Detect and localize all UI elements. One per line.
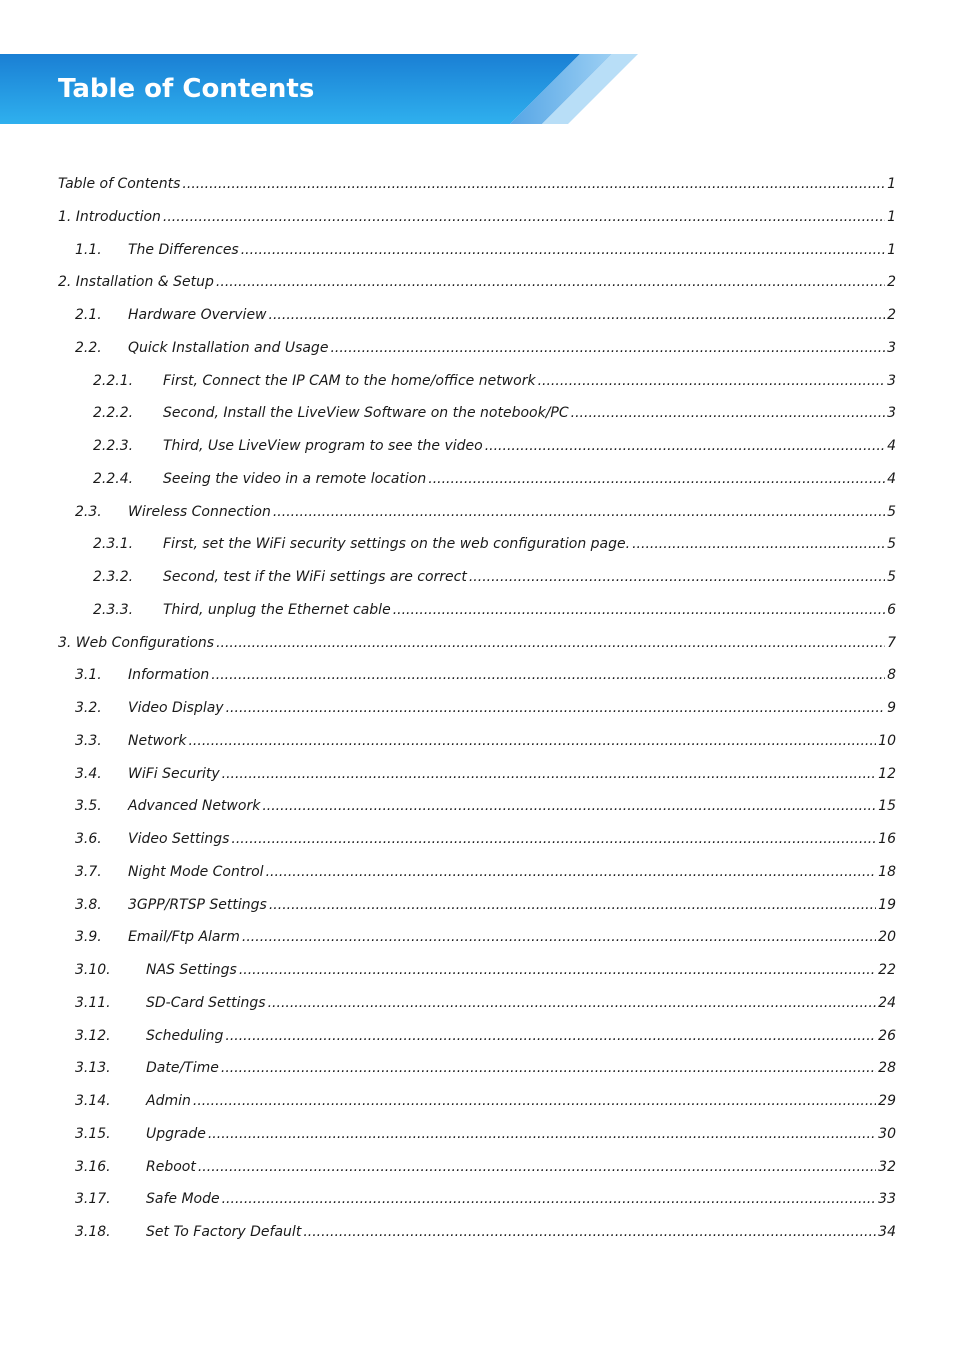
toc-entry-number: 3.13. (75, 1060, 111, 1077)
toc-entry-page: 12 (878, 765, 896, 782)
toc-entry[interactable] (0, 365, 954, 397)
toc-entry-number: 3.6. (75, 831, 102, 847)
toc-entry[interactable] (0, 725, 954, 757)
toc-entry-page: 15 (878, 798, 896, 815)
toc-entry-number: 3.10. (75, 962, 111, 978)
toc-entry-page: 10 (878, 732, 896, 749)
toc-entry[interactable] (0, 856, 954, 888)
toc-entry[interactable] (0, 987, 954, 1019)
toc-entry-line (58, 168, 896, 200)
toc-entry-title: Wireless Connection (128, 503, 271, 520)
toc-entry-page: 3 (887, 339, 896, 356)
toc-entry-line (58, 266, 896, 298)
toc-entry-line (146, 987, 896, 1019)
toc-entry-page: 29 (878, 1093, 896, 1109)
toc-entry-number: 2.2.2. (93, 405, 134, 422)
toc-entry-page: 2 (887, 274, 896, 291)
dot-leader (242, 921, 876, 953)
dot-leader (269, 299, 886, 331)
toc-entry-number: 3.4. (75, 765, 102, 782)
dot-leader (269, 889, 876, 921)
toc-entry-title: Hardware Overview (128, 307, 267, 323)
toc-entry-page: 16 (878, 831, 896, 847)
toc-entry-page: 33 (878, 1191, 896, 1208)
toc-entry-title: Seeing the video in a remote location (163, 470, 427, 487)
dot-leader (211, 659, 885, 691)
toc-entry-number: 2.2.3. (93, 438, 134, 454)
dot-leader (273, 496, 885, 528)
toc-entry-title: Information (128, 667, 210, 684)
toc-entry[interactable] (0, 758, 954, 790)
toc-entry-title: Third, unplug the Ethernet cable (163, 601, 391, 618)
toc-entry-number: 1.1. (75, 241, 102, 258)
dot-leader (221, 1052, 876, 1084)
toc-entry[interactable] (0, 332, 954, 364)
toc-entry[interactable] (0, 201, 954, 233)
toc-entry-number: 3.8. (75, 896, 102, 913)
dot-leader (216, 266, 885, 298)
toc-entry-line (146, 954, 896, 986)
toc-entry-page: 5 (887, 503, 896, 520)
toc-entry[interactable] (0, 594, 954, 626)
toc-entry[interactable] (0, 168, 954, 200)
toc-entry-title: Advanced Network (128, 798, 261, 815)
toc-entry-number: 3.18. (75, 1224, 111, 1240)
dot-leader (226, 692, 885, 724)
dot-leader (538, 365, 886, 397)
toc-entry-line (146, 1151, 896, 1183)
dot-leader (208, 1118, 876, 1150)
dot-leader (188, 725, 876, 757)
toc-entry-number: 3.16. (75, 1158, 111, 1175)
toc-entry-line (146, 1216, 896, 1248)
toc-entry-title: Video Settings (128, 831, 230, 847)
toc-entry-number: 3.14. (75, 1093, 111, 1109)
toc-entry[interactable] (0, 234, 954, 266)
dot-leader (571, 397, 885, 429)
toc-entry-title: Upgrade (146, 1125, 206, 1142)
toc-entry-title: First, Connect the IP CAM to the home/office network (163, 372, 536, 389)
dot-leader (225, 1020, 876, 1052)
toc-entry[interactable] (0, 790, 954, 822)
toc-entry-line (163, 594, 896, 626)
toc-entry[interactable] (0, 823, 954, 855)
toc-entry[interactable] (0, 430, 954, 462)
dot-leader (182, 168, 885, 200)
toc-entry-line (128, 921, 896, 953)
toc-entry-title: Night Mode Control (128, 863, 264, 880)
toc-entry-title: Safe Mode (146, 1191, 220, 1208)
dot-leader (193, 1085, 876, 1117)
dot-leader (262, 790, 876, 822)
toc-entry-line (128, 758, 896, 790)
toc-entry-page: 4 (887, 470, 896, 487)
toc-entry-number: 2.2.1. (93, 372, 134, 389)
dot-leader (239, 954, 876, 986)
toc-entry-line (163, 528, 896, 560)
toc-entry-title: SD-Card Settings (146, 994, 266, 1011)
toc-entry-page: 28 (878, 1060, 896, 1077)
toc-entry[interactable] (0, 954, 954, 986)
toc-entry-title: Reboot (146, 1158, 196, 1175)
dot-leader (632, 528, 885, 560)
toc-entry-title: 3. Web Configurations (58, 634, 215, 651)
dot-leader (303, 1216, 876, 1248)
toc-entry-page: 32 (878, 1158, 896, 1175)
toc-entry-line (128, 659, 896, 691)
toc-entry[interactable] (0, 1183, 954, 1215)
toc-entry[interactable] (0, 692, 954, 724)
toc-entry-page: 8 (887, 667, 896, 684)
toc-entry-page: 1 (887, 241, 896, 258)
toc-entry-number: 2.2. (75, 339, 102, 356)
toc-entry-number: 3.15. (75, 1125, 111, 1142)
toc-entry-number: 2.3.1. (93, 536, 134, 553)
toc-entry-line (128, 496, 896, 528)
toc-entry-page: 20 (878, 929, 896, 946)
toc-entry-line (146, 1085, 896, 1117)
toc-entry[interactable] (0, 299, 954, 331)
toc-entry-page: 5 (887, 569, 896, 585)
toc-entry-title: Network (128, 732, 187, 749)
dot-leader (222, 1183, 877, 1215)
dot-leader (330, 332, 885, 364)
toc-entry-page: 2 (887, 307, 896, 323)
toc-entry-title: The Differences (128, 241, 239, 258)
dot-leader (216, 627, 885, 659)
toc-entry-title: Video Display (128, 700, 224, 716)
toc-entry-line (128, 823, 896, 855)
toc-entry[interactable] (0, 266, 954, 298)
dot-leader (393, 594, 885, 626)
toc-entry-line (58, 201, 896, 233)
toc-entry-number: 3.5. (75, 798, 102, 815)
dot-leader (163, 201, 885, 233)
dot-leader (485, 430, 885, 462)
toc-entry-number: 3.7. (75, 863, 102, 880)
toc-entry-title: First, set the WiFi security settings on the web configuration page. (163, 536, 631, 553)
toc-entry-page: 30 (878, 1125, 896, 1142)
toc-entry-number: 3.2. (75, 700, 102, 716)
toc-entry-line (128, 299, 896, 331)
toc-entry[interactable] (0, 1020, 954, 1052)
toc-entry-line (146, 1118, 896, 1150)
dot-leader (469, 561, 885, 593)
toc-entry-number: 3.17. (75, 1191, 111, 1208)
dot-leader (241, 234, 885, 266)
toc-entry-line (128, 790, 896, 822)
toc-entry[interactable] (0, 1118, 954, 1150)
toc-entry-line (128, 889, 896, 921)
toc-entry[interactable] (0, 627, 954, 659)
toc-entry-line (163, 463, 896, 495)
toc-entry-number: 3.3. (75, 732, 102, 749)
toc-entry-line (146, 1020, 896, 1052)
toc-entry-page: 3 (887, 372, 896, 389)
toc-entry-page: 6 (887, 601, 896, 618)
toc-entry-line (128, 234, 896, 266)
toc-entry-page: 24 (878, 994, 896, 1011)
toc-entry[interactable] (0, 659, 954, 691)
toc-entry-title: 2. Installation & Setup (58, 274, 214, 291)
toc-entry-page: 9 (887, 700, 896, 716)
toc-entry[interactable] (0, 397, 954, 429)
toc-entry-page: 3 (887, 405, 896, 422)
toc-entry-number: 2.3.2. (93, 569, 134, 585)
toc-entry[interactable] (0, 496, 954, 528)
dot-leader (222, 758, 877, 790)
toc-entry-line (128, 856, 896, 888)
toc-entry[interactable] (0, 1052, 954, 1084)
toc-entry-page: 1 (887, 176, 896, 192)
toc-entry-page: 34 (878, 1224, 896, 1240)
toc-entry-title: Second, test if the WiFi settings are correct (163, 569, 467, 585)
dot-leader (268, 987, 877, 1019)
toc-entry-page: 19 (878, 896, 896, 913)
toc-entry-title: 1. Introduction (58, 208, 161, 225)
dot-leader (428, 463, 885, 495)
toc-entry-number: 2.3. (75, 503, 102, 520)
toc-entry[interactable] (0, 463, 954, 495)
toc-entry-title: 3GPP/RTSP Settings (128, 896, 267, 913)
toc-entry-line (163, 397, 896, 429)
toc-entry-page: 5 (887, 536, 896, 553)
toc-entry-line (128, 332, 896, 364)
toc-entry[interactable] (0, 889, 954, 921)
page-title: Table of Contents (58, 74, 315, 104)
toc-entry-title: Third, Use LiveView program to see the video (163, 438, 483, 454)
toc-entry[interactable] (0, 1085, 954, 1117)
toc-entry[interactable] (0, 561, 954, 593)
toc-entry-number: 3.12. (75, 1027, 111, 1044)
toc-entry-number: 3.9. (75, 929, 102, 946)
dot-leader (266, 856, 877, 888)
toc-entry-line (163, 561, 896, 593)
dot-leader (198, 1151, 876, 1183)
toc-entry-number: 2.3.3. (93, 601, 134, 618)
toc-entry-page: 26 (878, 1027, 896, 1044)
toc-entry-title: Email/Ftp Alarm (128, 929, 240, 946)
toc-entry-title: Admin (146, 1093, 191, 1109)
toc-entry-number: 3.1. (75, 667, 102, 684)
toc-entry-line (163, 430, 896, 462)
toc-entry[interactable] (0, 528, 954, 560)
toc-entry-page: 4 (887, 438, 896, 454)
toc-entry-line (146, 1183, 896, 1215)
toc-entry[interactable] (0, 1216, 954, 1248)
toc-entry-title: Quick Installation and Usage (128, 339, 329, 356)
toc-entry-line (58, 627, 896, 659)
toc-entry-number: 2.2.4. (93, 470, 134, 487)
toc-entry-title: Scheduling (146, 1027, 224, 1044)
toc-entry-title: WiFi Security (128, 765, 220, 782)
toc-entry-line (128, 725, 896, 757)
dot-leader (231, 823, 876, 855)
toc-entry-line (128, 692, 896, 724)
toc-entry-page: 18 (878, 863, 896, 880)
toc-entry-title: Date/Time (146, 1060, 219, 1077)
toc-entry-line (163, 365, 896, 397)
toc-entry-number: 3.11. (75, 994, 111, 1011)
toc-entry[interactable] (0, 1151, 954, 1183)
toc-entry-page: 22 (878, 962, 896, 978)
toc-entry-title: Second, Install the LiveView Software on the notebook/PC (163, 405, 569, 422)
toc-entry-line (146, 1052, 896, 1084)
toc-entry-page: 7 (887, 634, 896, 651)
toc-entry-title: Table of Contents (58, 176, 181, 192)
toc-entry[interactable] (0, 921, 954, 953)
toc-entry-number: 2.1. (75, 307, 102, 323)
toc-entry-title: Set To Factory Default (146, 1224, 302, 1240)
toc-entry-title: NAS Settings (146, 962, 237, 978)
toc-entry-page: 1 (887, 208, 896, 225)
